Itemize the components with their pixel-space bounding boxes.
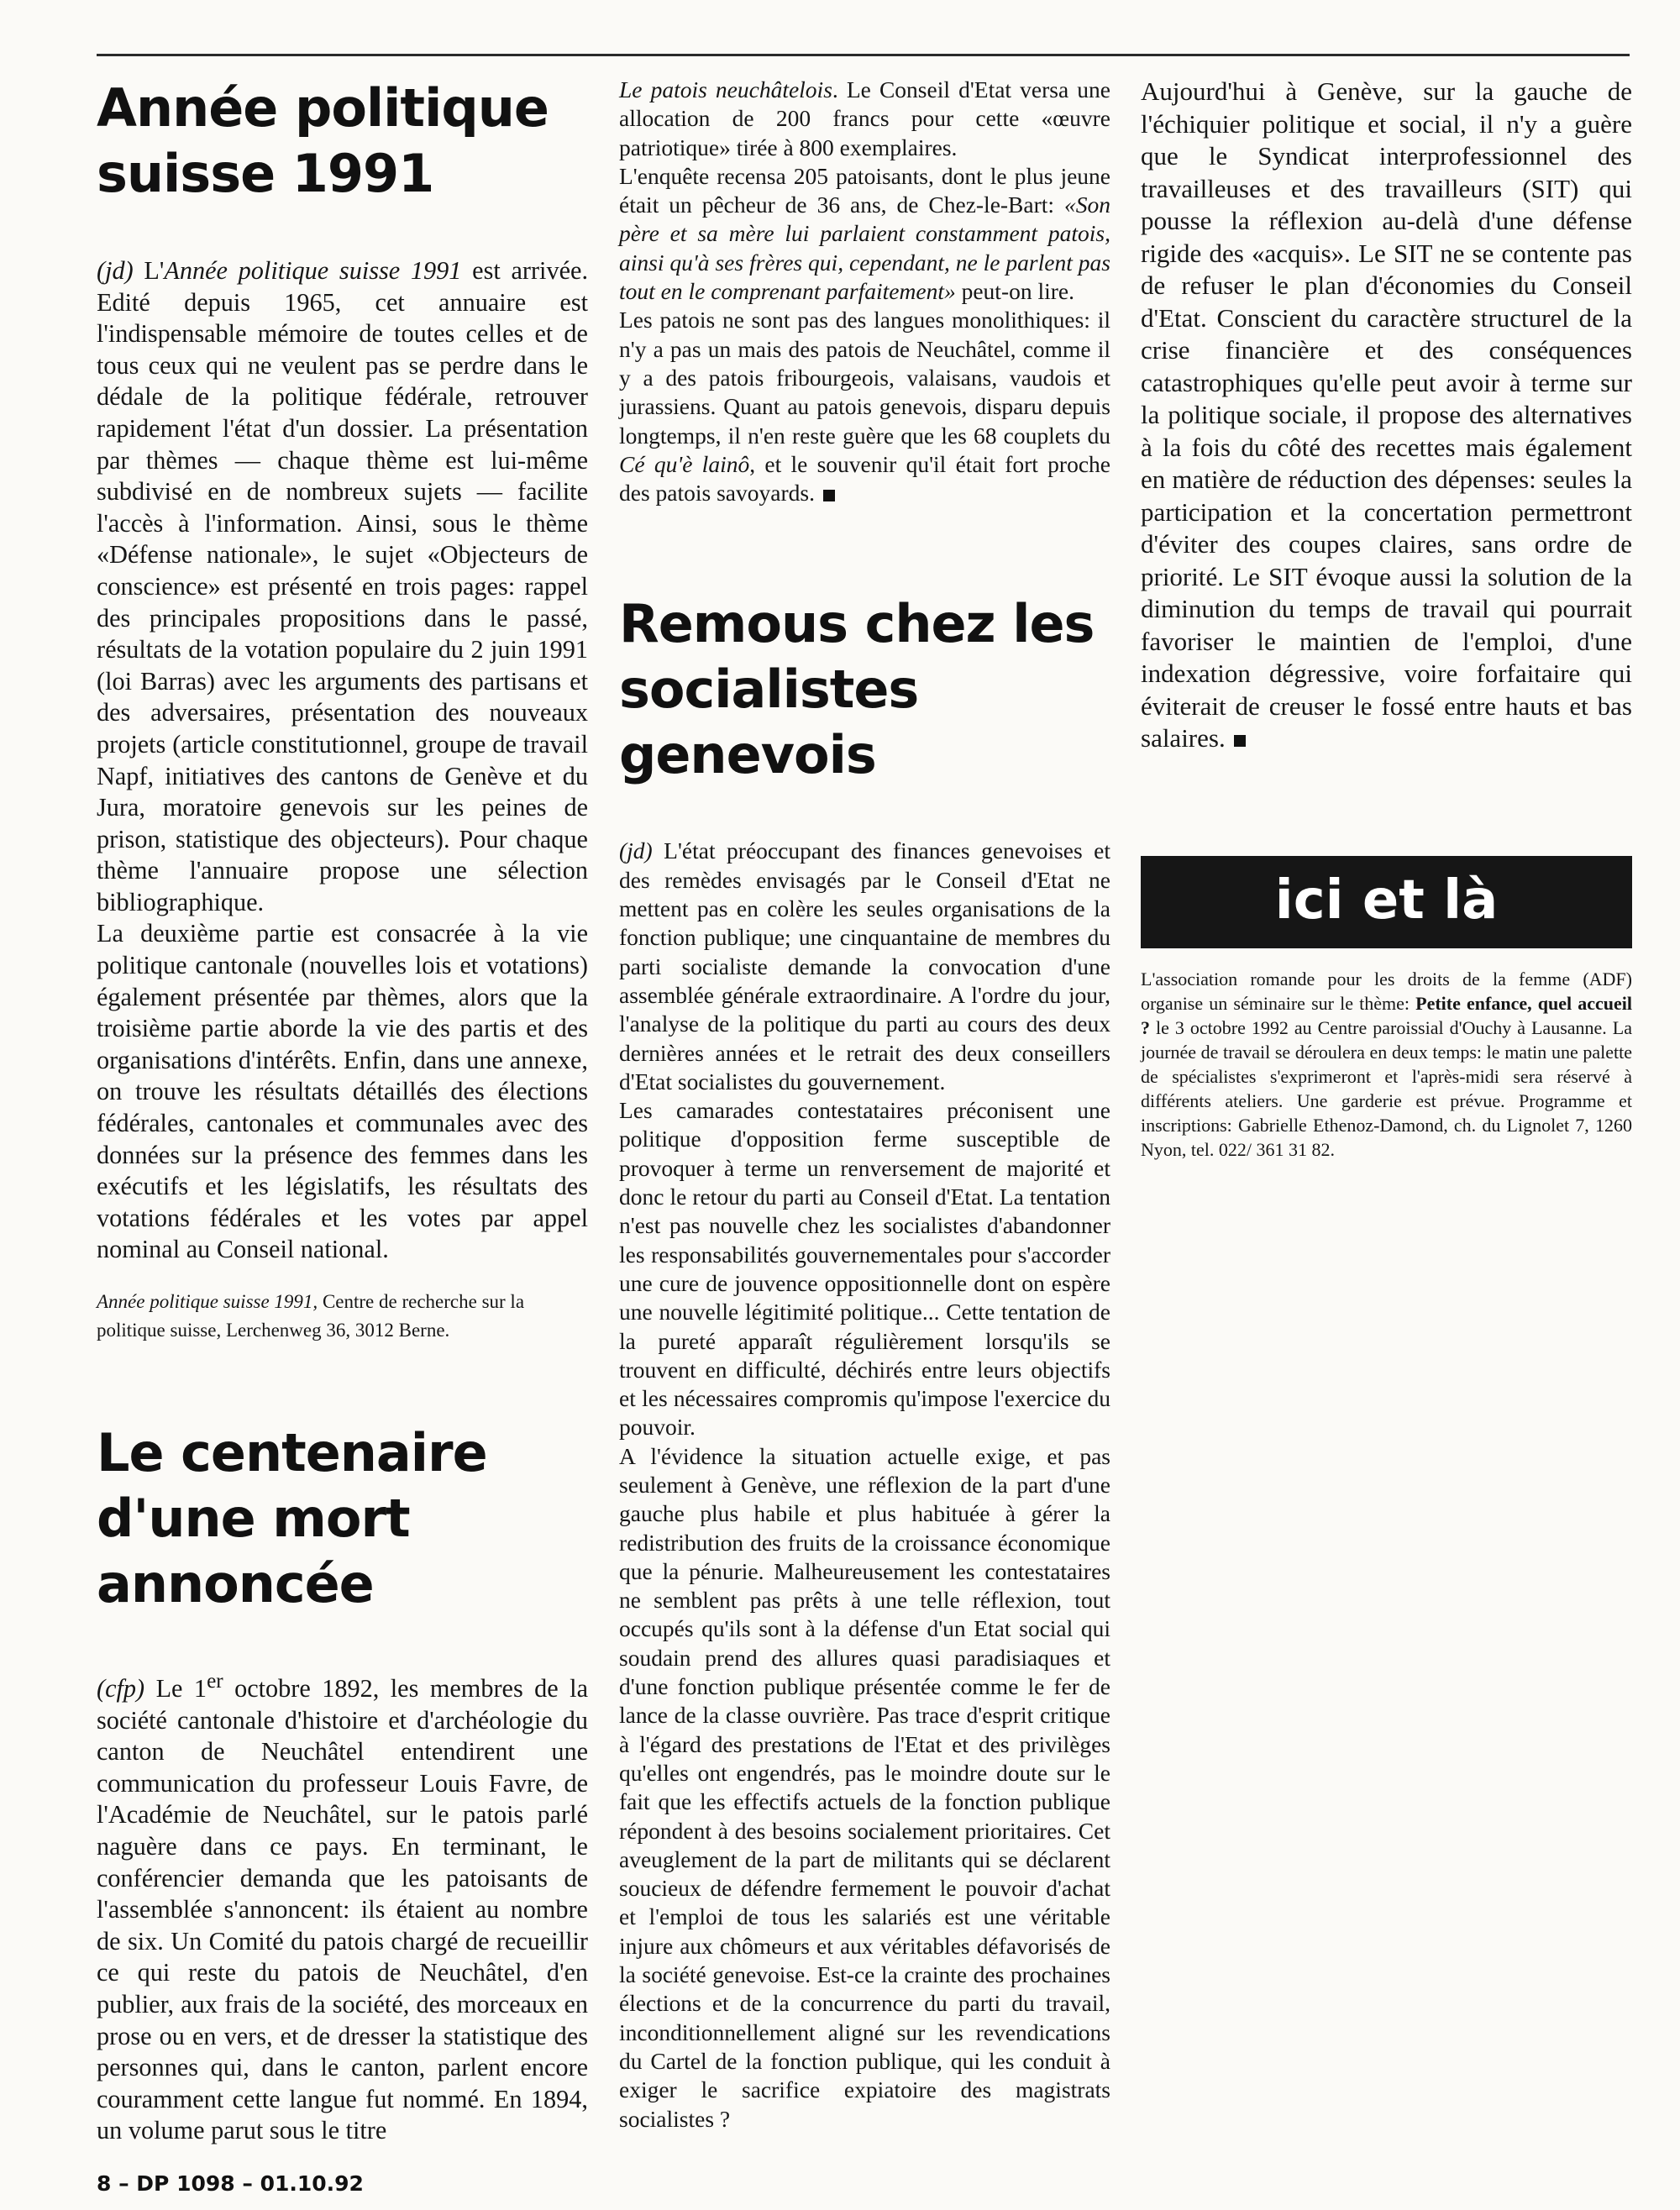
text-span: L'état préoccupant des finances genevoises et des remèdes envisagés par le Conseil d'Etat ne mettent pas en colère les seules organisations de la fonction publique; une cinquantaine de membres du parti socialiste demande la convocation d'une assemblée générale extraordinaire. A l'ordre du jour, l'analyse de la politique du parti au cours des deux dernières années et le retrait des deux conseillers d'Etat socialistes du gouvernement. [619,837,1110,1095]
text-span: Aujourd'hui à Genève, sur la gauche de l'échiquier politique et social, il n'y a guère que le Syndicat interprofessionnel des travailleuses et des travailleurs (SIT) qui pousse la réflexion au-delà d'une défense rigide des «acquis». Le SIT ne se contente pas de refuser le plan d'économies du Conseil d'Etat. Conscient du caractère structurel de la crise financière et des conséquences catastrophiques qu'elle peut avoir à terme sur la politique sociale, il propose des alternatives à la fois du côté des recettes mais également en matière de réduction des dépenses: seules la participation et la concertation permettront d'éviter des coupes claires, sans ordre de priorité. Le SIT évoque aussi la solution de la diminution du temps de travail qui pourrait favoriser le maintien de l'emploi, d'une indexation dégressive, voire forfaitaire qui éviterait de creuser le fossé entre hauts et bas salaires. [1141,76,1632,753]
text-span: octobre 1892, les membres de la société cantonale d'histoire et d'archéologie du canton de Neuchâtel entendirent une communication du professeur Louis Favre, de l'Académie de Neuchâtel, sur le patois parlé naguère dans ce pays. En terminant, le conférencier demanda que les patoisants de l'assemblée s'annoncent: ils étaient au nombre de six. Un Comité du patois chargé de recueillir ce qui reste du patois de Neuchâtel, d'en publier, aux frais de la société, des morceaux en prose ou en vers, et de dresser la statistique des personnes qui, dans le canton, parlent encore couramment cette langue fut nommé. En 1894, un volume parut sous le titre [97,1674,589,2145]
end-mark-icon [1234,735,1246,747]
text-span: L'association romande pour les droits de la femme (ADF) organise un séminaire sur le thème: [1141,968,1632,1014]
byline: (jd) [97,256,134,285]
column-1 [97,76,588,2147]
superscript: er [207,1670,223,1693]
ici-et-la-text [1141,967,1632,1162]
article3-paragraph-2: Les camarades contestataires préconisent une politique d'opposition ferme susceptible de provoquer à terme un renversement de majorité et donc le retour du parti au Conseil d'Etat. La tentation n'est pas nouvelle chez les socialistes d'abandonner les responsabilités gouvernementales pour s'accorder une cure de jouvence oppositionnelle dont on espère une nouvelle légitimité politique... Cette tentation de la pureté apparaît régulièrement lorsqu'ils se trouvent en difficulté, déchirés entre leurs objectifs et les nécessaires compromis qu'impose l'exercice du pouvoir. [619,1097,1110,1441]
end-mark-icon [823,490,835,501]
headline-annee-politique: Année politique suisse 1991 [97,77,549,204]
top-rule [97,54,1630,56]
byline: (jd) [619,837,653,864]
page-footer: 8 – DP 1098 – 01.10.92 [97,2171,364,2196]
article2-paragraph-2 [619,162,1110,306]
column-2 [619,76,1110,2134]
text-span: L' [144,256,165,285]
text-span: est arrivée. Edité depuis 1965, cet annuaire est l'indispensable mémoire de toutes celles et de tous ceux qui ne veulent pas se perdre dans le dédale de la politique fédérale, retrouver rapidement l'état d'un dossier. La présentation par thèmes — chaque thème est lui-même subdivisé en de nombreux sujets — facilite l'accès à l'information. Ainsi, sous le thème «Défense nationale», le sujet «Objecteurs de conscience» est présenté en trois pages: rappel des principales propositions dans le passé, résultats de la votation populaire du 2 juin 1991 (loi Barras) avec les arguments des partisans et des adversaires, présentation des nouveaux projets (article constitutionnel, groupe de travail Napf, initiatives des cantons de Genève et du Jura, moratoire genevois sur les peines de prison, statistique des objecteurs). Pour chaque thème l'annuaire propose une sélection bibliographique. [97,256,589,916]
article2-paragraph-1 [97,1666,588,2147]
ici-et-la-heading: ici et là [1141,856,1632,948]
book-title: Le patois neuchâtelois [619,76,832,102]
article1-paragraph-1 [97,255,588,918]
article1-paragraph-2: La deuxième partie est consacrée à la vie politique cantonale (nouvelles lois et votations) également présentée par thèmes, alors que la troisième partie aborde la vie des partis et des organisations d'intérêts. Enfin, dans une annexe, on trouve les résultats détaillés des élections fédérales, cantonales et communales avec des données sur la présence des femmes dans les exécutifs et les législatifs, les résultats des votations fédérales et les votes par appel nominal au Conseil national. [97,919,588,1264]
book-title: Année politique suisse 1991 [164,256,462,285]
byline: (cfp) [97,1674,145,1703]
text-span: Le 1 [144,1674,207,1703]
text-span: peut-on lire. [955,278,1074,305]
article3-paragraph-3: A l'évidence la situation actuelle exige, et pas seulement à Genève, une réflexion de la part d'une gauche plus habile et plus habituée à gérer la redistribution des fruits de la croissance économique que la pénurie. Malheureusement les contestataires ne semblent pas prêts à une telle réflexion, tout occupés qu'ils sont à la défense d'un Etat social qui soudain prend des allures quasi paradisiaques et d'une fonction publique présentée comme le fer de lance de la classe ouvrière. Pas trace d'esprit critique à l'égard des prestations de l'Etat et des privilèges qu'elles ont engendrés, pas le moindre doute sur le fait que les effectifs actuels de la fonction publique répondent à des besoins socialement prioritaires. Cet aveuglement de la part de militants qui se déclarent soucieux de défendre fermement le pouvoir d'achat et l'emploi de tous les salariés est une véritable injure aux chômeurs et aux véritables défavorisés de la société genevoise. Est-ce la crainte des prochaines élections et de la concurrence du parti du travail, inconditionnellement aligné sur les revendications du Cartel de la fonction publique, qui les conduit à exiger le sacrifice expiatoire des magistrats socialistes ? [619,1442,1110,2132]
article3-paragraph-1 [619,837,1110,1096]
text-span: , et le souvenir qu'il était fort proche des patois savoyards. [619,450,1110,507]
article1-source [97,1288,588,1345]
article2-paragraph-1-cont [619,76,1110,162]
source-title: Année politique suisse 1991, [97,1291,318,1312]
text-span: . Le Conseil d'Etat versa une allocation de 200 francs pour cette «œuvre patriotique» tirée à 800 exemplaires. [619,76,1110,160]
article3-paragraph-4 [1141,76,1632,755]
text-span: L'enquête recensa 205 patoisants, dont le plus jeune était un pêcheur de 36 ans, de Chez-le-Bart: [619,162,1110,218]
headline-remous: Remous chez les socialistes genevois [619,593,1095,786]
text-span: le 3 octobre 1992 au Centre paroissial d'Ouchy à Lausanne. La journée de travail se déroulera en deux temps: le matin une palette de spécialistes s'exprimeront et l'après-midi sera réservé à différents ateliers. Une garderie est prévue. Programme et inscriptions: Gabrielle Ethenoz-Damond, ch. du Lignolet 7, 1260 Nyon, tel. 022/ 361 31 82. [1141,1016,1632,1160]
source-address: Centre de recherche sur la politique suisse, Lerchenweg 36, 3012 Berne. [97,1291,525,1341]
quote: «Son père et sa mère lui parlaient constamment patois, ainsi qu'à ses frères qui, cependant, ne le parlent pas tout en le comprenant parfaitement» [619,192,1110,305]
event-title: Petite enfance, quel accueil ? [1141,992,1632,1038]
column-3 [1141,76,1632,1162]
article2-paragraph-3 [619,306,1110,507]
song-title: Cé qu'è lainô [619,450,750,477]
text-span: Les patois ne sont pas des langues monolithiques: il n'y a pas un mais des patois de Neuchâtel, comme il y a des patois fribourgeois, valaisans, vaudois et jurassiens. Quant au patois genevois, disparu depuis longtemps, il n'en reste guère que les 68 couplets du [619,307,1110,449]
headline-centenaire: Le centenaire d'une mort annoncée [97,1422,487,1614]
